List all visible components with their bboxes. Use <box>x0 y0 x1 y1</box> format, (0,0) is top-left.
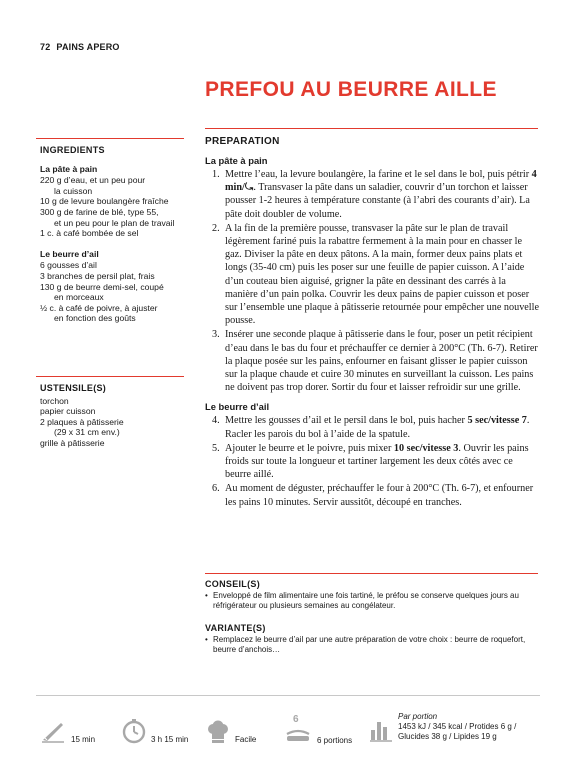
ingredients-heading: INGREDIENTS <box>40 145 105 155</box>
prep-time-item <box>40 720 95 744</box>
portions: 6 portions <box>317 735 353 745</box>
knife-icon <box>40 720 66 744</box>
group-spacer <box>40 239 190 249</box>
preparation-sections <box>205 155 540 509</box>
step-text: Mettre l’eau, la levure boulangère, la farine et le sel dans le bol, puis pétrir <box>225 169 532 180</box>
nutrition-title: Par portion <box>398 712 438 721</box>
step-text: Mettre les gousses d’ail et le persil dans le bol, puis hacher <box>225 415 468 427</box>
step-number: 3. <box>212 329 220 341</box>
conseil-text: Enveloppé de film alimentaire une fois tartiné, le préfou se conserve quelques jours au réfrigérateur ou plusieurs semaines au congélateur. <box>213 590 519 610</box>
preparation-panel <box>205 136 540 510</box>
page-header <box>40 42 120 52</box>
step-setting: ⤿ <box>244 182 254 194</box>
portions-badge: 6 <box>293 714 299 725</box>
utensil-line: (29 x 31 cm env.) <box>54 427 120 438</box>
bar-chart-icon <box>370 718 392 742</box>
chef-hat-icon <box>206 720 230 744</box>
nutrition-line-1: 1453 kJ / 345 kcal / Protides 6 g / <box>398 722 517 731</box>
step-text: . Transvaser la pâte dans un saladier, couvrir d’un torchon et laisser pousser 1-2 heures à température constante (à l’abri des courants d’air). La pâte doit doubler de volume. <box>225 182 530 220</box>
utensils-heading: USTENSILE(S) <box>40 383 107 393</box>
step-text: A la fin de la première pousse, transvaser la pâte sur le plan de travail légèrement fariné puis la rabattre fermement à la main pour en chasser le gaz. Diviser la pâte en deux pâtons. A la main, former deux pains plats et longs (35-40 cm) puis les poser sur une feuille de papier cuisson. A l’aide d’un couteau bien aiguisé, grigner la pâte en dessinant des carrés à la manière d’un pain polka. Couvrir les deux pains de papier cuisson et poser sur l’ensemble une plaque à pâtisserie retournée pour empêcher une nouvelle pousse. <box>225 222 539 327</box>
preparation-top-rule <box>205 128 538 129</box>
ingredients-panel <box>40 145 190 324</box>
ingredient-line: en fonction des goûts <box>54 313 136 324</box>
ingredient-line: la cuisson <box>54 185 93 196</box>
conseil-box <box>205 579 540 612</box>
difficulty-item <box>206 719 256 744</box>
total-time-item <box>122 718 188 744</box>
ingredient-line: 1 c. à café bombée de sel <box>40 228 139 239</box>
step-text: . Racler les parois du bol à l’aide de la spatule. <box>225 415 530 440</box>
utensil-list <box>40 396 190 449</box>
ingredient-line: 3 branches de persil plat, frais <box>40 270 155 281</box>
utensil-line: papier cuisson <box>40 406 96 417</box>
step-setting: 4 min/ <box>225 169 537 194</box>
variante-text: Remplacez le beurre d’ail par une autre préparation de votre choix : beurre de roquefort, beurre d’anchois… <box>213 634 526 654</box>
ingredient-line: 220 g d’eau, et un peu pour <box>40 175 146 186</box>
step-setting: 10 sec/vitesse 3 <box>393 442 459 454</box>
step-item <box>205 168 540 221</box>
step-number: 6. <box>212 483 220 495</box>
tips-top-rule <box>205 573 538 574</box>
ingredient-line: et un peu pour le plan de travail <box>54 217 175 228</box>
nutrition-line-2: Glucides 38 g / Lipides 19 g <box>398 732 497 741</box>
ingredient-groups <box>40 164 190 324</box>
recipe-footer <box>0 712 576 752</box>
variante-heading: VARIANTE(S) <box>205 623 266 633</box>
step-item <box>205 482 540 508</box>
ingredient-line: 6 gousses d’ail <box>40 260 97 271</box>
step-text: Au moment de déguster, préchauffer le four à 200°C (Th. 6-7), et enfourner les pains 10 minutes. Servir aussitôt, découpé en tranches. <box>225 483 534 508</box>
nutrition-icon-item <box>370 718 392 742</box>
prep-time: 15 min <box>71 734 96 744</box>
utensils-panel <box>40 383 190 449</box>
utensil-line: 2 plaques à pâtisserie <box>40 416 124 427</box>
ingredient-group-title: La pâte à pain <box>40 163 98 174</box>
ingredient-group-title: Le beurre d’ail <box>40 248 99 259</box>
total-time: 3 h 15 min <box>151 734 189 744</box>
variante-text-block <box>205 635 540 656</box>
page-number: 72 <box>40 42 51 52</box>
ingredient-line: 130 g de beurre demi-sel, coupé <box>40 281 164 292</box>
step-item <box>205 414 540 440</box>
preparation-subheading: La pâte à pain <box>205 155 268 166</box>
utensil-line: torchon <box>40 395 69 406</box>
ingredient-line: 300 g de farine de blé, type 55, <box>40 206 159 217</box>
variante-bullet: • <box>205 634 208 644</box>
dish-icon <box>284 714 312 746</box>
step-list <box>205 414 540 508</box>
ingredient-line: en morceaux <box>54 292 104 303</box>
conseil-heading: CONSEIL(S) <box>205 579 261 589</box>
recipe-title: PREFOU AU BEURRE AILLE <box>205 78 497 101</box>
step-setting: 5 sec/vitesse 7 <box>467 415 527 427</box>
step-item <box>205 328 540 394</box>
utensils-top-rule <box>36 376 184 377</box>
utensil-line: grille à pâtisserie <box>40 437 105 448</box>
step-number: 4. <box>212 415 220 427</box>
ingredients-top-rule <box>36 138 184 139</box>
preparation-subheading: Le beurre d’ail <box>205 401 270 413</box>
step-text: Insérer une seconde plaque à pâtisserie dans le four, poser un petit récipient d’eau dans le bas du four et préchauffer ce dernier à 200°C (Th. 6-7). Retirer la plaque posée sur les pains, enfourner en faisant glisser le papier cuisson sur la plaque chaude et cuire 30 minutes en surveillant la cuisson. Les pains ne doivent pas trop dorer. Sortir du four et laisser refroidir sur une grille. <box>225 329 538 394</box>
step-text: . Ouvrir les pains froids sur toute la longueur et tartiner largement les deux côtés avec ce beurre aillé. <box>225 442 529 481</box>
step-item <box>205 442 540 482</box>
ingredient-line: ½ c. à café de poivre, à ajuster <box>40 302 158 313</box>
variante-box <box>205 623 540 656</box>
preparation-heading: PREPARATION <box>205 136 280 147</box>
clock-icon <box>122 718 146 744</box>
conseil-text-block <box>205 591 540 612</box>
footer-rule <box>36 695 540 696</box>
difficulty: Facile <box>235 735 257 744</box>
step-number: 5. <box>212 442 220 454</box>
ingredient-line: 10 g de levure boulangère fraîche <box>40 196 169 207</box>
nutrition-info <box>398 712 516 742</box>
step-number: 1. <box>212 169 220 180</box>
step-text: Ajouter le beurre et le poivre, puis mixer <box>225 442 394 454</box>
portions-item <box>284 714 352 746</box>
step-list <box>205 168 540 394</box>
conseil-bullet: • <box>205 590 208 600</box>
step-item <box>205 222 540 328</box>
step-number: 2. <box>212 222 220 234</box>
section-name: PAINS APERO <box>56 42 120 52</box>
